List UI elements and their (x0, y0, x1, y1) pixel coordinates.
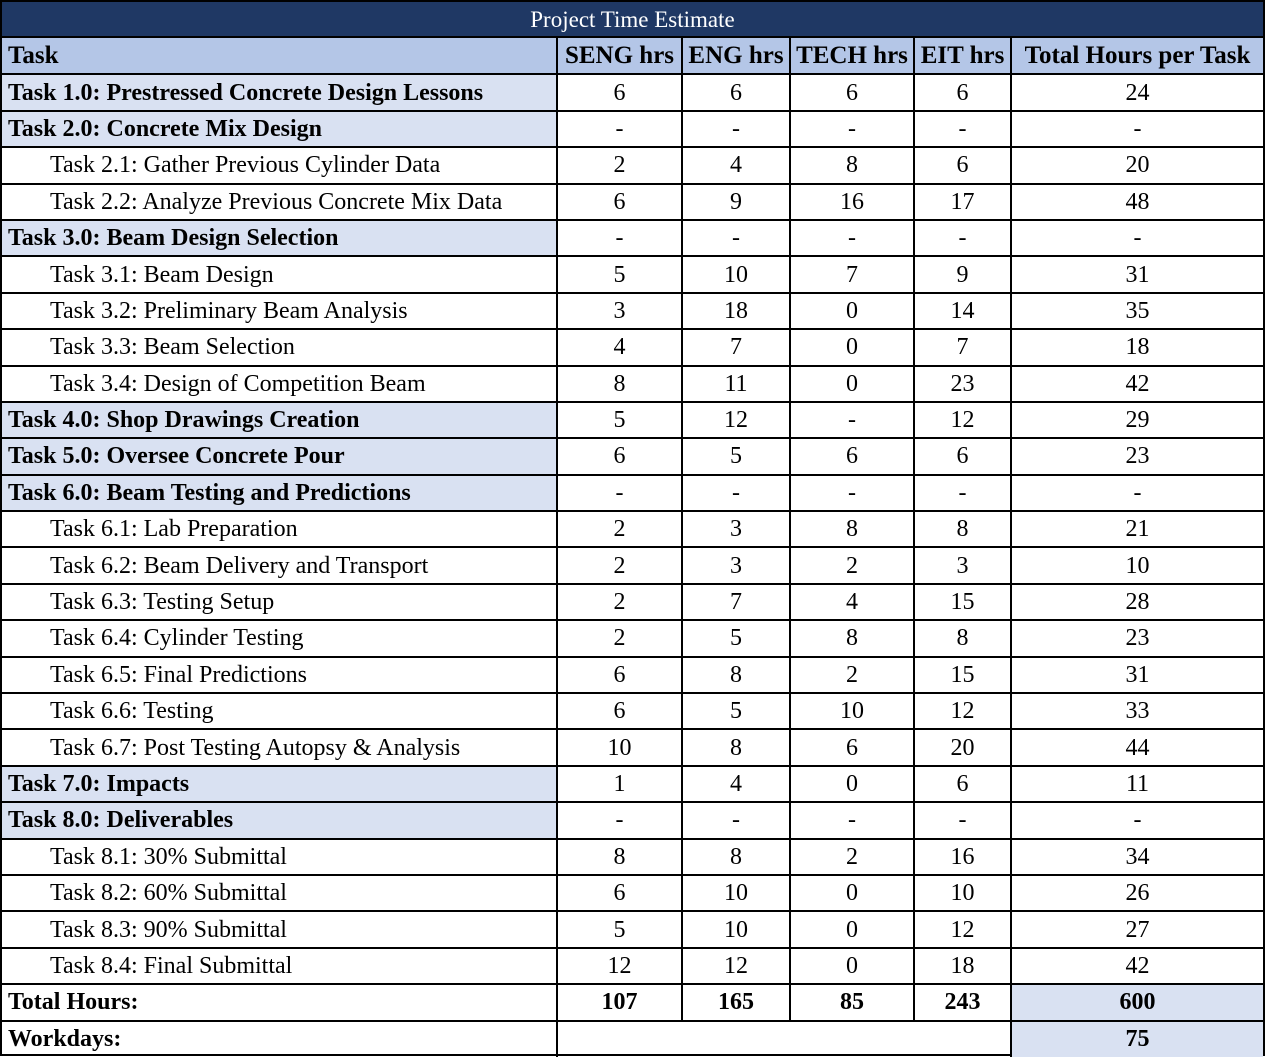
eng-hours-cell: - (682, 111, 790, 147)
tech-hours-cell: 6 (790, 74, 914, 110)
eit-hours-cell: 14 (914, 293, 1011, 329)
total-hours-cell: 26 (1011, 875, 1263, 911)
total-hours-cell: 10 (1011, 547, 1263, 583)
total-eit: 243 (914, 984, 1011, 1020)
eng-hours-cell: 5 (682, 438, 790, 474)
task-row (2, 766, 1263, 802)
total-hours-cell: 34 (1011, 839, 1263, 875)
tech-hours-cell: 8 (790, 620, 914, 656)
total-hours-cell: 48 (1011, 184, 1263, 220)
total-hours-cell: 21 (1011, 511, 1263, 547)
task-name-cell: Task 2.1: Gather Previous Cylinder Data (2, 147, 557, 183)
task-name-cell: Task 2.2: Analyze Previous Concrete Mix Data (2, 184, 557, 220)
eit-hours-cell: 15 (914, 584, 1011, 620)
eit-hours-cell: 6 (914, 74, 1011, 110)
subtask-row (2, 584, 1263, 620)
eit-hours-cell: 12 (914, 693, 1011, 729)
eng-hours-cell: 5 (682, 620, 790, 656)
task-name-cell: Task 6.3: Testing Setup (2, 584, 557, 620)
subtask-row (2, 184, 1263, 220)
task-row (2, 74, 1263, 110)
total-hours-cell: 11 (1011, 766, 1263, 802)
eit-hours-cell: 16 (914, 839, 1011, 875)
eng-hours-cell: 4 (682, 147, 790, 183)
tech-hours-cell: 8 (790, 147, 914, 183)
subtask-row (2, 657, 1263, 693)
task-name-cell: Task 6.2: Beam Delivery and Transport (2, 547, 557, 583)
task-row (2, 111, 1263, 147)
total-hours-label: Total Hours: (2, 984, 557, 1020)
task-name-cell: Task 6.5: Final Predictions (2, 657, 557, 693)
total-hours-cell: 23 (1011, 620, 1263, 656)
task-name-cell: Task 8.2: 60% Submittal (2, 875, 557, 911)
eit-hours-cell: 8 (914, 511, 1011, 547)
tech-hours-cell: 2 (790, 547, 914, 583)
eit-hours-cell: 18 (914, 948, 1011, 984)
workdays-label: Workdays: (2, 1021, 557, 1057)
total-seng: 107 (557, 984, 682, 1020)
total-hours-cell: - (1011, 111, 1263, 147)
seng-hours-cell: 6 (557, 875, 682, 911)
eng-hours-cell: 4 (682, 766, 790, 802)
seng-hours-cell: 3 (557, 293, 682, 329)
seng-hours-cell: 6 (557, 438, 682, 474)
seng-hours-cell: 5 (557, 256, 682, 292)
eit-hours-cell: 12 (914, 911, 1011, 947)
seng-hours-cell: 2 (557, 547, 682, 583)
task-row (2, 402, 1263, 438)
seng-hours-cell: 8 (557, 366, 682, 402)
total-hours-cell: - (1011, 802, 1263, 838)
tech-hours-cell: 0 (790, 911, 914, 947)
tech-hours-cell: 0 (790, 766, 914, 802)
task-name-cell: Task 6.0: Beam Testing and Predictions (2, 475, 557, 511)
tech-hours-cell: - (790, 402, 914, 438)
header-task: Task (2, 38, 557, 74)
task-row (2, 802, 1263, 838)
task-row (2, 475, 1263, 511)
subtask-row (2, 693, 1263, 729)
eng-hours-cell: 7 (682, 584, 790, 620)
subtask-row (2, 911, 1263, 947)
task-name-cell: Task 6.6: Testing (2, 693, 557, 729)
eit-hours-cell: - (914, 475, 1011, 511)
task-name-cell: Task 4.0: Shop Drawings Creation (2, 402, 557, 438)
eng-hours-cell: - (682, 802, 790, 838)
task-name-cell: Task 8.3: 90% Submittal (2, 911, 557, 947)
tech-hours-cell: 7 (790, 256, 914, 292)
seng-hours-cell: - (557, 220, 682, 256)
seng-hours-cell: 2 (557, 620, 682, 656)
total-hours-cell: 29 (1011, 402, 1263, 438)
total-hours-cell: 20 (1011, 147, 1263, 183)
task-name-cell: Task 7.0: Impacts (2, 766, 557, 802)
eng-hours-cell: 10 (682, 256, 790, 292)
eit-hours-cell: 7 (914, 329, 1011, 365)
subtask-row (2, 366, 1263, 402)
eit-hours-cell: - (914, 220, 1011, 256)
header-row (2, 38, 1263, 74)
eit-hours-cell: 8 (914, 620, 1011, 656)
subtask-row (2, 511, 1263, 547)
seng-hours-cell: 5 (557, 402, 682, 438)
subtask-row (2, 293, 1263, 329)
tech-hours-cell: 2 (790, 657, 914, 693)
total-hours-cell: 42 (1011, 366, 1263, 402)
subtask-row (2, 620, 1263, 656)
header-total-hours: Total Hours per Task (1011, 38, 1263, 74)
seng-hours-cell: - (557, 111, 682, 147)
task-name-cell: Task 8.4: Final Submittal (2, 948, 557, 984)
seng-hours-cell: 2 (557, 511, 682, 547)
seng-hours-cell: 5 (557, 911, 682, 947)
task-name-cell: Task 3.3: Beam Selection (2, 329, 557, 365)
eit-hours-cell: 12 (914, 402, 1011, 438)
seng-hours-cell: 6 (557, 184, 682, 220)
task-name-cell: Task 1.0: Prestressed Concrete Design Lessons (2, 74, 557, 110)
total-hours-cell: 27 (1011, 911, 1263, 947)
task-name-cell: Task 6.1: Lab Preparation (2, 511, 557, 547)
eng-hours-cell: 12 (682, 402, 790, 438)
eng-hours-cell: 5 (682, 693, 790, 729)
total-hours-cell: 23 (1011, 438, 1263, 474)
task-name-cell: Task 3.2: Preliminary Beam Analysis (2, 293, 557, 329)
total-hours-cell: 24 (1011, 74, 1263, 110)
task-row (2, 220, 1263, 256)
eit-hours-cell: 17 (914, 184, 1011, 220)
eit-hours-cell: 6 (914, 147, 1011, 183)
eng-hours-cell: 3 (682, 511, 790, 547)
tech-hours-cell: - (790, 475, 914, 511)
task-name-cell: Task 3.4: Design of Competition Beam (2, 366, 557, 402)
total-hours-cell: - (1011, 220, 1263, 256)
subtask-row (2, 839, 1263, 875)
seng-hours-cell: 10 (557, 729, 682, 765)
tech-hours-cell: - (790, 220, 914, 256)
tech-hours-cell: 16 (790, 184, 914, 220)
eng-hours-cell: 8 (682, 839, 790, 875)
header-eng-hrs: ENG hrs (682, 38, 790, 74)
total-hours-cell: 42 (1011, 948, 1263, 984)
tech-hours-cell: 0 (790, 948, 914, 984)
total-hours-cell: - (1011, 475, 1263, 511)
tech-hours-cell: 8 (790, 511, 914, 547)
task-name-cell: Task 5.0: Oversee Concrete Pour (2, 438, 557, 474)
subtask-row (2, 147, 1263, 183)
task-name-cell: Task 8.0: Deliverables (2, 802, 557, 838)
eng-hours-cell: 6 (682, 74, 790, 110)
eit-hours-cell: 6 (914, 438, 1011, 474)
subtask-row (2, 875, 1263, 911)
task-name-cell: Task 3.0: Beam Design Selection (2, 220, 557, 256)
eng-hours-cell: 8 (682, 729, 790, 765)
task-name-cell: Task 6.4: Cylinder Testing (2, 620, 557, 656)
table-title: Project Time Estimate (2, 2, 1263, 38)
task-name-cell: Task 6.7: Post Testing Autopsy & Analysis (2, 729, 557, 765)
total-hours-cell: 31 (1011, 256, 1263, 292)
eng-hours-cell: 9 (682, 184, 790, 220)
subtask-row (2, 729, 1263, 765)
tech-hours-cell: 2 (790, 839, 914, 875)
eit-hours-cell: - (914, 111, 1011, 147)
total-hours-cell: 44 (1011, 729, 1263, 765)
header-seng-hrs: SENG hrs (557, 38, 682, 74)
total-tech: 85 (790, 984, 914, 1020)
tech-hours-cell: 0 (790, 875, 914, 911)
eit-hours-cell: 9 (914, 256, 1011, 292)
seng-hours-cell: 6 (557, 657, 682, 693)
total-hours-cell: 35 (1011, 293, 1263, 329)
header-tech-hrs: TECH hrs (790, 38, 914, 74)
total-hours-cell: 33 (1011, 693, 1263, 729)
eit-hours-cell: 6 (914, 766, 1011, 802)
total-hours-cell: 31 (1011, 657, 1263, 693)
header-eit-hrs: EIT hrs (914, 38, 1011, 74)
tech-hours-cell: 6 (790, 729, 914, 765)
task-row (2, 438, 1263, 474)
workdays-blank (557, 1021, 1011, 1057)
workdays-value: 75 (1011, 1021, 1263, 1057)
seng-hours-cell: 6 (557, 74, 682, 110)
seng-hours-cell: - (557, 802, 682, 838)
eit-hours-cell: - (914, 802, 1011, 838)
seng-hours-cell: 1 (557, 766, 682, 802)
tech-hours-cell: 6 (790, 438, 914, 474)
eng-hours-cell: 11 (682, 366, 790, 402)
total-hours-cell: 18 (1011, 329, 1263, 365)
workdays-row (2, 1021, 1263, 1057)
task-name-cell: Task 8.1: 30% Submittal (2, 839, 557, 875)
subtask-row (2, 948, 1263, 984)
eit-hours-cell: 3 (914, 547, 1011, 583)
eng-hours-cell: 7 (682, 329, 790, 365)
seng-hours-cell: 2 (557, 147, 682, 183)
task-name-cell: Task 3.1: Beam Design (2, 256, 557, 292)
seng-hours-cell: 12 (557, 948, 682, 984)
eng-hours-cell: 3 (682, 547, 790, 583)
total-hours-cell: 28 (1011, 584, 1263, 620)
eng-hours-cell: 10 (682, 911, 790, 947)
subtask-row (2, 256, 1263, 292)
seng-hours-cell: 2 (557, 584, 682, 620)
subtask-row (2, 329, 1263, 365)
total-eng: 165 (682, 984, 790, 1020)
total-hours-row (2, 984, 1263, 1020)
seng-hours-cell: - (557, 475, 682, 511)
subtask-row (2, 547, 1263, 583)
tech-hours-cell: 0 (790, 366, 914, 402)
seng-hours-cell: 8 (557, 839, 682, 875)
tech-hours-cell: 4 (790, 584, 914, 620)
eng-hours-cell: 10 (682, 875, 790, 911)
seng-hours-cell: 6 (557, 693, 682, 729)
eng-hours-cell: - (682, 475, 790, 511)
eng-hours-cell: - (682, 220, 790, 256)
eit-hours-cell: 23 (914, 366, 1011, 402)
tech-hours-cell: 0 (790, 293, 914, 329)
tech-hours-cell: 10 (790, 693, 914, 729)
total-all: 600 (1011, 984, 1263, 1020)
task-name-cell: Task 2.0: Concrete Mix Design (2, 111, 557, 147)
eit-hours-cell: 15 (914, 657, 1011, 693)
eit-hours-cell: 20 (914, 729, 1011, 765)
tech-hours-cell: - (790, 802, 914, 838)
eng-hours-cell: 8 (682, 657, 790, 693)
seng-hours-cell: 4 (557, 329, 682, 365)
estimate-table (2, 38, 1263, 1057)
eng-hours-cell: 18 (682, 293, 790, 329)
eng-hours-cell: 12 (682, 948, 790, 984)
tech-hours-cell: 0 (790, 329, 914, 365)
tech-hours-cell: - (790, 111, 914, 147)
eit-hours-cell: 10 (914, 875, 1011, 911)
